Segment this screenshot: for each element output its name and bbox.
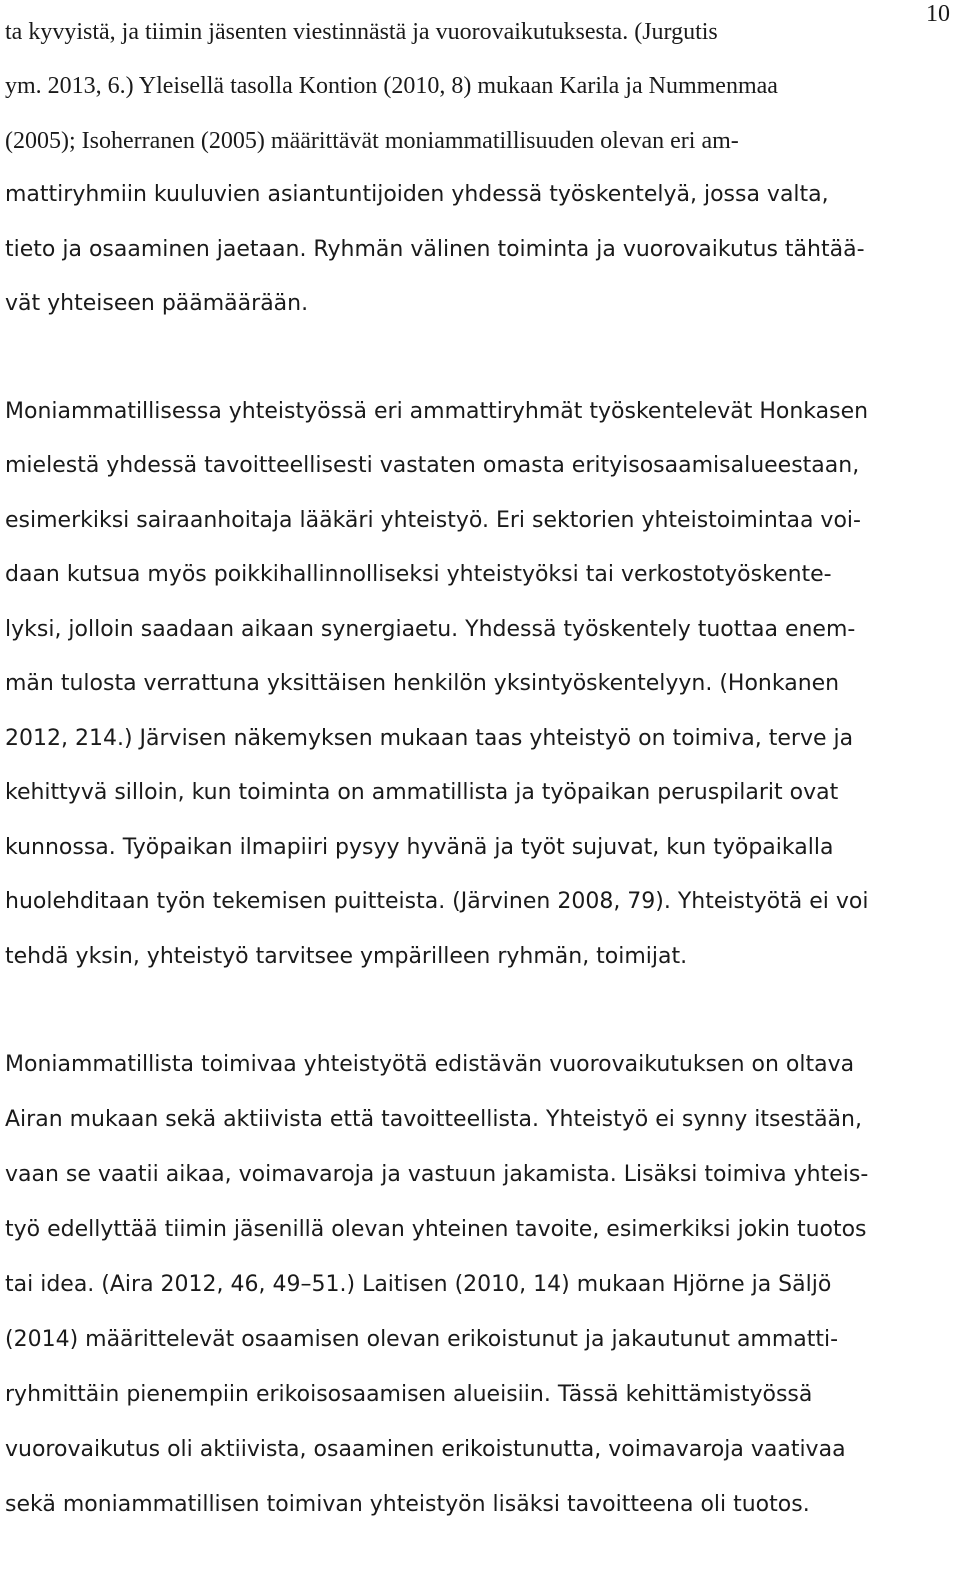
text-line: ta kyvyistä, ja tiimin jäsenten viestinnästä ja vuorovaikutuksesta. (Jurgutis <box>5 19 718 45</box>
text-line: ryhmittäin pienempiin erikoisosaamisen alueisiin. Tässä kehittämistyössä <box>5 1382 813 1407</box>
text-line: tehdä yksin, yhteistyö tarvitsee ympärilleen ryhmän, toimijat. <box>5 944 688 969</box>
text-line: sekä moniammatillisen toimivan yhteistyön lisäksi tavoitteena oli tuotos. <box>5 1492 810 1517</box>
page-number: 10 <box>926 1 950 27</box>
text-line: Moniammatillisessa yhteistyössä eri ammattiryhmät työskentelevät Honkasen <box>5 399 869 424</box>
text-line: Moniammatillista toimivaa yhteistyötä edistävän vuorovaikutuksen on oltava <box>5 1052 855 1077</box>
text-line: ym. 2013, 6.) Yleisellä tasolla Kontion (2010, 8) mukaan Karila ja Nummenmaa <box>5 73 778 99</box>
text-line: mielestä yhdessä tavoitteellisesti vastaten omasta erityisosaamisalueestaan, <box>5 453 860 478</box>
text-line: mattiryhmiin kuuluvien asiantuntijoiden yhdessä työskentelyä, jossa valta, <box>5 182 829 207</box>
text-line: tieto ja osaaminen jaetaan. Ryhmän välinen toiminta ja vuorovaikutus tähtää- <box>5 237 865 262</box>
text-line: kunnossa. Työpaikan ilmapiiri pysyy hyvänä ja työt sujuvat, kun työpaikalla <box>5 835 834 860</box>
text-line: huolehditaan työn tekemisen puitteista. (Järvinen 2008, 79). Yhteistyötä ei voi <box>5 889 869 914</box>
text-line: tai idea. (Aira 2012, 46, 49–51.) Laitisen (2010, 14) mukaan Hjörne ja Säljö <box>5 1272 832 1297</box>
text-line: työ edellyttää tiimin jäsenillä olevan yhteinen tavoite, esimerkiksi jokin tuotos <box>5 1217 867 1242</box>
text-line: vaan se vaatii aikaa, voimavaroja ja vastuun jakamista. Lisäksi toimiva yhteis- <box>5 1162 869 1187</box>
text-line: Airan mukaan sekä aktiivista että tavoitteellista. Yhteistyö ei synny itsestään, <box>5 1107 862 1132</box>
text-line: 2012, 214.) Järvisen näkemyksen mukaan taas yhteistyö on toimiva, terve ja <box>5 726 854 751</box>
text-line: daan kutsua myös poikkihallinnolliseksi yhteistyöksi tai verkostotyöskente- <box>5 562 832 587</box>
text-line: vuorovaikutus oli aktiivista, osaaminen erikoistunutta, voimavaroja vaativaa <box>5 1437 846 1462</box>
text-line: kehittyvä silloin, kun toiminta on ammatillista ja työpaikan peruspilarit ovat <box>5 780 839 805</box>
text-line: (2014) määrittelevät osaamisen olevan erikoistunut ja jakautunut ammatti- <box>5 1327 839 1352</box>
text-line: vät yhteiseen päämäärään. <box>5 291 309 316</box>
text-line: män tulosta verrattuna yksittäisen henkilön yksintyöskentelyyn. (Honkanen <box>5 671 840 696</box>
text-line: lyksi, jolloin saadaan aikaan synergiaetu. Yhdessä työskentely tuottaa enem- <box>5 617 856 642</box>
text-line: (2005); Isoherranen (2005) määrittävät moniammatillisuuden olevan eri am- <box>5 128 739 154</box>
text-line: esimerkiksi sairaanhoitaja lääkäri yhteistyö. Eri sektorien yhteistoimintaa voi- <box>5 508 861 533</box>
